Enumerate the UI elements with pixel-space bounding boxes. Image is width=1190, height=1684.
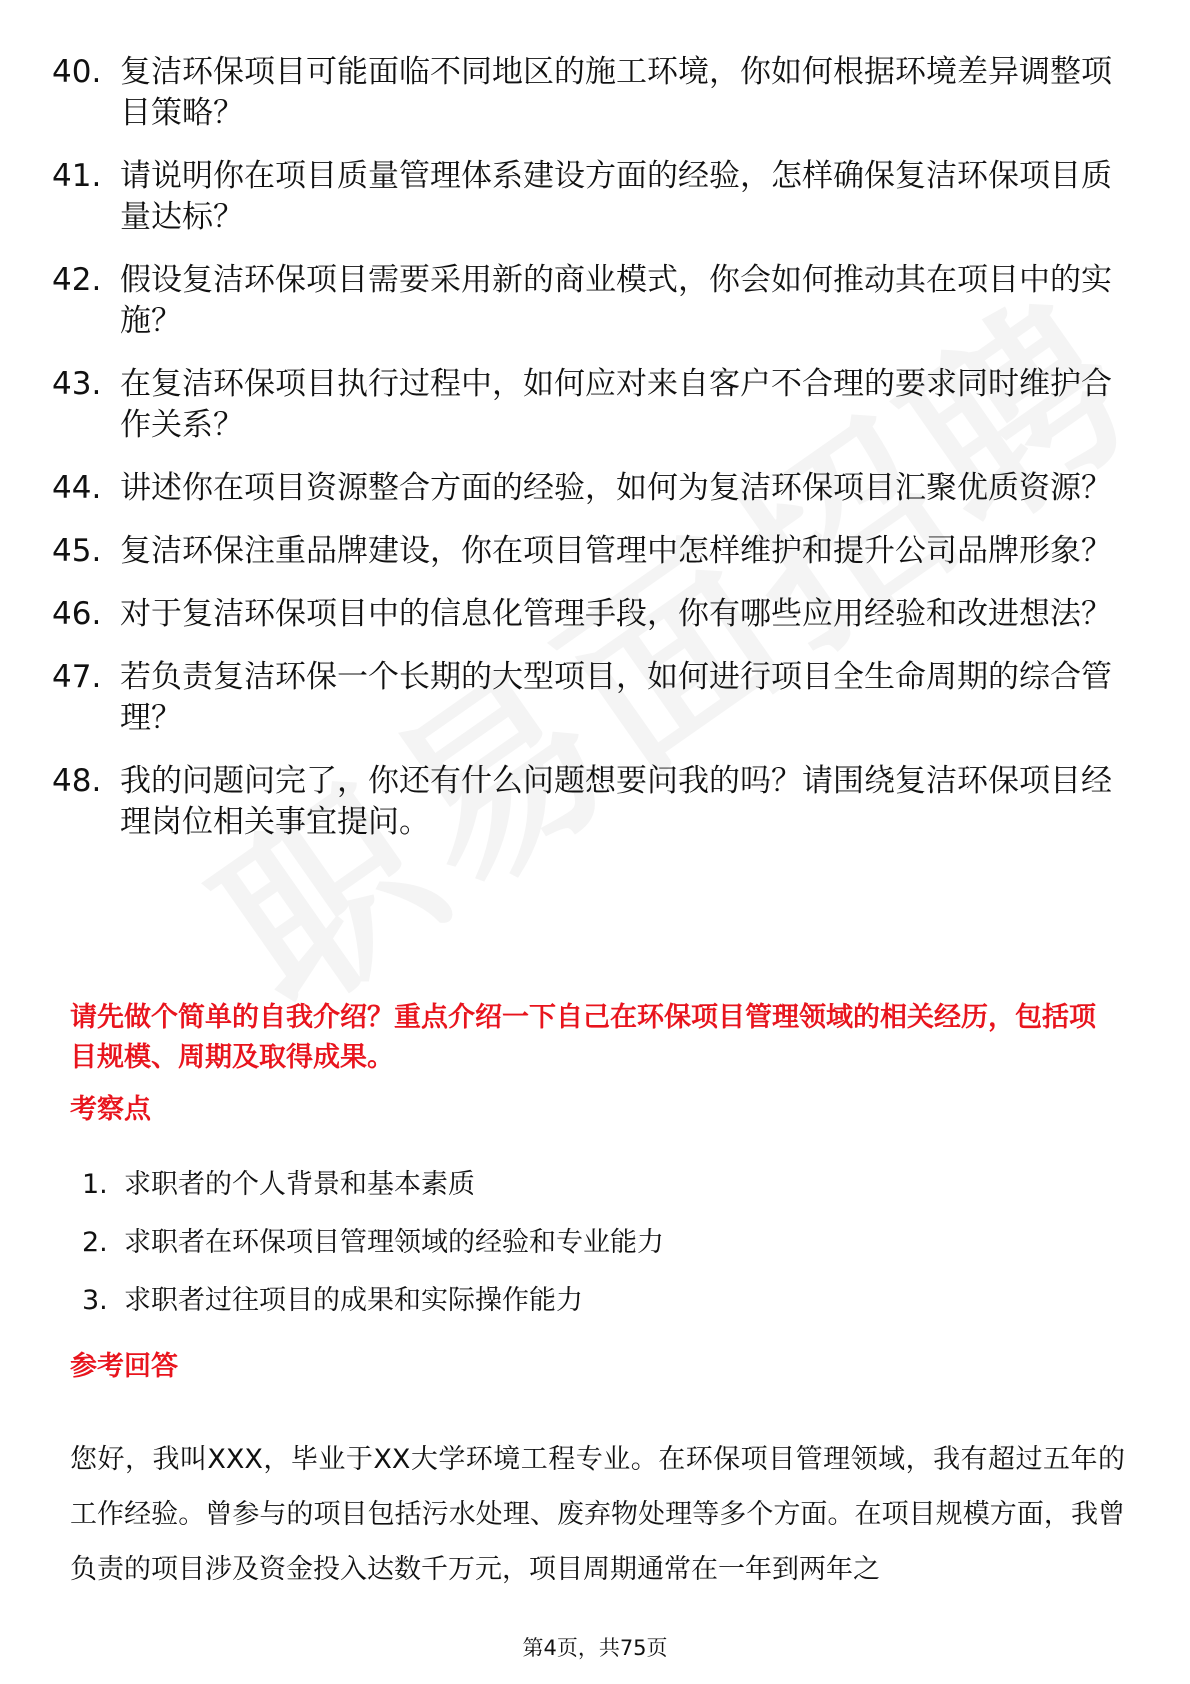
question-item bbox=[52, 761, 1132, 843]
list-item bbox=[82, 1165, 982, 1223]
question-item bbox=[52, 52, 1132, 134]
question-item bbox=[52, 260, 1132, 342]
question-text: 请说明你在项目质量管理体系建设方面的经验，怎样确保复洁环保项目质量达标？ bbox=[120, 158, 1112, 235]
question-number: 41. bbox=[52, 158, 102, 194]
question-number: 47. bbox=[52, 659, 102, 695]
question-number: 42. bbox=[52, 262, 102, 298]
question-number: 46. bbox=[52, 596, 102, 632]
list-item-text: 求职者在环保项目管理领域的经验和专业能力 bbox=[124, 1227, 664, 1258]
question-text: 在复洁环保项目执行过程中，如何应对来自客户不合理的要求同时维护合作关系？ bbox=[120, 366, 1112, 443]
list-item-number: 1. bbox=[82, 1169, 108, 1200]
question-number: 45. bbox=[52, 533, 102, 569]
question-item bbox=[52, 364, 1132, 446]
question-text: 复洁环保注重品牌建设，你在项目管理中怎样维护和提升公司品牌形象？ bbox=[120, 533, 1112, 569]
section-title-answer: 参考回答 bbox=[70, 1351, 178, 1382]
question-text: 讲述你在项目资源整合方面的经验，如何为复洁环保项目汇聚优质资源？ bbox=[120, 470, 1112, 506]
question-item bbox=[52, 657, 1132, 739]
highlight-question: 请先做个简单的自我介绍？重点介绍一下自己在环保项目管理领域的相关经历，包括项目规模、周期及取得成果。 bbox=[70, 1002, 1096, 1073]
list-item-text: 求职者的个人背景和基本素质 bbox=[124, 1169, 475, 1200]
question-text: 复洁环保项目可能面临不同地区的施工环境，你如何根据环境差异调整项目策略？ bbox=[120, 54, 1112, 131]
question-item bbox=[52, 531, 1132, 572]
question-number: 48. bbox=[52, 763, 102, 799]
question-number: 44. bbox=[52, 470, 102, 506]
list-item-number: 3. bbox=[82, 1285, 108, 1316]
question-number: 40. bbox=[52, 54, 102, 90]
question-text: 对于复洁环保项目中的信息化管理手段，你有哪些应用经验和改进想法？ bbox=[120, 596, 1112, 632]
section-title-points: 考察点 bbox=[70, 1094, 151, 1125]
question-list bbox=[52, 52, 1132, 865]
list-item-number: 2. bbox=[82, 1227, 108, 1258]
question-item bbox=[52, 156, 1132, 238]
list-item bbox=[82, 1281, 982, 1339]
answer-paragraph: 您好，我叫XXX，毕业于XX大学环境工程专业。在环保项目管理领域，我有超过五年的工作经验。曾参与的项目包括污水处理、废弃物处理等多个方面。在项目规模方面，我曾负责的项目涉及资金投入达数千万元，项目周期通常在一年到两年之 bbox=[70, 1444, 1125, 1585]
question-text: 若负责复洁环保一个长期的大型项目，如何进行项目全生命周期的综合管理？ bbox=[120, 659, 1112, 736]
list-item bbox=[82, 1223, 982, 1281]
points-list bbox=[82, 1165, 982, 1339]
list-item-text: 求职者过往项目的成果和实际操作能力 bbox=[124, 1285, 583, 1316]
question-text: 我的问题问完了，你还有什么问题想要问我的吗？请围绕复洁环保项目经理岗位相关事宜提问。 bbox=[120, 763, 1112, 840]
question-number: 43. bbox=[52, 366, 102, 402]
question-item bbox=[52, 468, 1132, 509]
page-footer: 第4页，共75页 bbox=[522, 1636, 668, 1660]
question-text: 假设复洁环保项目需要采用新的商业模式，你会如何推动其在项目中的实施？ bbox=[120, 262, 1112, 339]
question-item bbox=[52, 594, 1132, 635]
